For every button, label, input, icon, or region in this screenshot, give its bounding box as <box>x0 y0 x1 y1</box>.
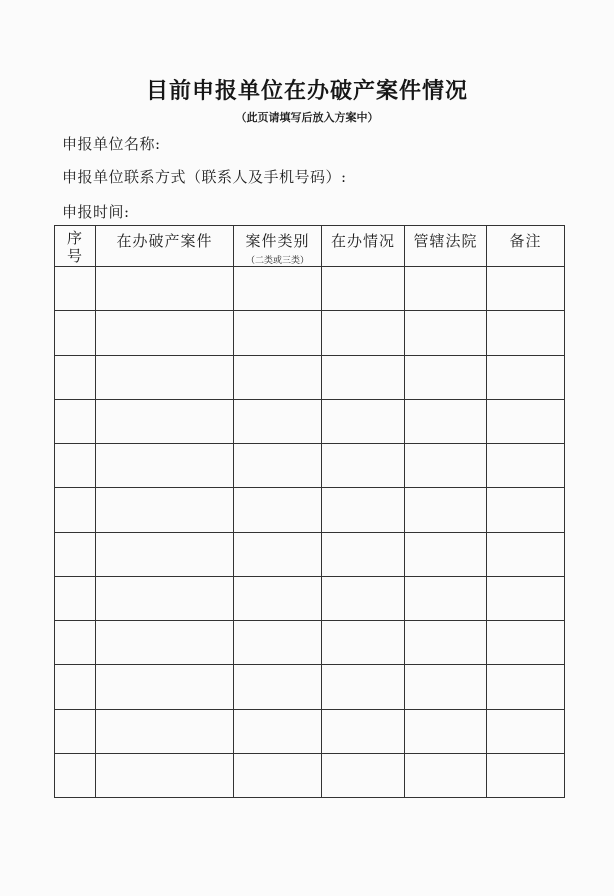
table-cell[interactable] <box>487 444 565 488</box>
header-case-label: 在办破产案件 <box>116 232 213 250</box>
table-cell[interactable] <box>322 444 405 488</box>
table-cell[interactable] <box>234 709 322 753</box>
header-category-label: 案件类别 <box>245 232 310 250</box>
table-cell[interactable] <box>487 311 565 355</box>
table-cell[interactable] <box>405 488 487 532</box>
table-cell[interactable] <box>487 532 565 576</box>
table-cell[interactable] <box>322 665 405 709</box>
table-cell[interactable] <box>55 311 96 355</box>
table-cell[interactable] <box>322 753 405 797</box>
header-notes-label: 备注 <box>509 232 542 250</box>
table-cell[interactable] <box>96 532 234 576</box>
document-subtitle: （此页请填写后放入方案中） <box>235 111 379 124</box>
table-cell[interactable] <box>322 311 405 355</box>
header-seq-label: 序号 <box>67 229 84 265</box>
table-cell[interactable] <box>234 576 322 620</box>
table-cell[interactable] <box>405 621 487 665</box>
table-cell[interactable] <box>96 753 234 797</box>
table-header-row <box>55 226 565 267</box>
table-cell[interactable] <box>96 709 234 753</box>
table-cell[interactable] <box>234 488 322 532</box>
table-cell[interactable] <box>322 621 405 665</box>
table-cell[interactable] <box>405 709 487 753</box>
table-cell[interactable] <box>96 311 234 355</box>
table-row <box>55 488 565 532</box>
table-cell[interactable] <box>322 399 405 443</box>
table-cell[interactable] <box>96 399 234 443</box>
table-row <box>55 665 565 709</box>
header-status <box>322 226 405 267</box>
document-title: 目前申报单位在办破产案件情况 <box>145 79 468 104</box>
table-cell[interactable] <box>405 444 487 488</box>
table-cell[interactable] <box>405 665 487 709</box>
field-contact-label: 申报单位联系方式（联系人及手机号码）: <box>62 168 347 186</box>
table-cell[interactable] <box>322 709 405 753</box>
table-cell[interactable] <box>96 621 234 665</box>
table-cell[interactable] <box>96 267 234 311</box>
table-row <box>55 576 565 620</box>
header-notes <box>487 226 565 267</box>
table-cell[interactable] <box>55 753 96 797</box>
table-cell[interactable] <box>234 444 322 488</box>
table-cell[interactable] <box>322 576 405 620</box>
table-cell[interactable] <box>55 532 96 576</box>
table-cell[interactable] <box>55 399 96 443</box>
table-cell[interactable] <box>55 267 96 311</box>
header-case <box>96 226 234 267</box>
header-seq <box>55 226 96 267</box>
table-cell[interactable] <box>55 665 96 709</box>
header-court <box>405 226 487 267</box>
table-cell[interactable] <box>322 488 405 532</box>
table-cell[interactable] <box>405 267 487 311</box>
table-cell[interactable] <box>405 753 487 797</box>
table-cell[interactable] <box>234 621 322 665</box>
table-row <box>55 267 565 311</box>
field-date-label: 申报时间: <box>62 203 130 221</box>
table-body <box>55 267 565 798</box>
table-cell[interactable] <box>234 311 322 355</box>
table-row <box>55 709 565 753</box>
table-cell[interactable] <box>55 444 96 488</box>
table-cell[interactable] <box>234 267 322 311</box>
table-cell[interactable] <box>96 355 234 399</box>
table-cell[interactable] <box>96 576 234 620</box>
table-cell[interactable] <box>234 665 322 709</box>
table-cell[interactable] <box>234 355 322 399</box>
table-cell[interactable] <box>322 267 405 311</box>
table-cell[interactable] <box>234 399 322 443</box>
table-cell[interactable] <box>96 488 234 532</box>
table-cell[interactable] <box>487 753 565 797</box>
header-court-label: 管辖法院 <box>413 232 478 250</box>
table-cell[interactable] <box>234 532 322 576</box>
header-category <box>234 226 322 267</box>
table-cell[interactable] <box>487 621 565 665</box>
table-cell[interactable] <box>405 355 487 399</box>
table-cell[interactable] <box>55 576 96 620</box>
table-cell[interactable] <box>322 532 405 576</box>
table-row <box>55 532 565 576</box>
table-cell[interactable] <box>487 576 565 620</box>
table-cell[interactable] <box>322 355 405 399</box>
table-cell[interactable] <box>55 355 96 399</box>
table-row <box>55 399 565 443</box>
case-table <box>54 225 565 798</box>
table-cell[interactable] <box>487 709 565 753</box>
table-cell[interactable] <box>487 399 565 443</box>
table-cell[interactable] <box>487 267 565 311</box>
table-row <box>55 355 565 399</box>
table-row <box>55 621 565 665</box>
table-cell[interactable] <box>55 488 96 532</box>
table-cell[interactable] <box>405 399 487 443</box>
table-cell[interactable] <box>405 532 487 576</box>
table-cell[interactable] <box>487 488 565 532</box>
header-category-sub: （二类或三类） <box>245 256 309 266</box>
table-cell[interactable] <box>405 576 487 620</box>
field-unit-name-label: 申报单位名称: <box>62 135 161 153</box>
table-cell[interactable] <box>96 444 234 488</box>
table-cell[interactable] <box>55 709 96 753</box>
table-row <box>55 444 565 488</box>
header-status-label: 在办情况 <box>330 232 395 250</box>
table-row <box>55 311 565 355</box>
table-cell[interactable] <box>487 355 565 399</box>
table-row <box>55 753 565 797</box>
table-cell[interactable] <box>405 311 487 355</box>
table-cell[interactable] <box>234 753 322 797</box>
table-cell[interactable] <box>55 621 96 665</box>
table-cell[interactable] <box>96 665 234 709</box>
table-cell[interactable] <box>487 665 565 709</box>
